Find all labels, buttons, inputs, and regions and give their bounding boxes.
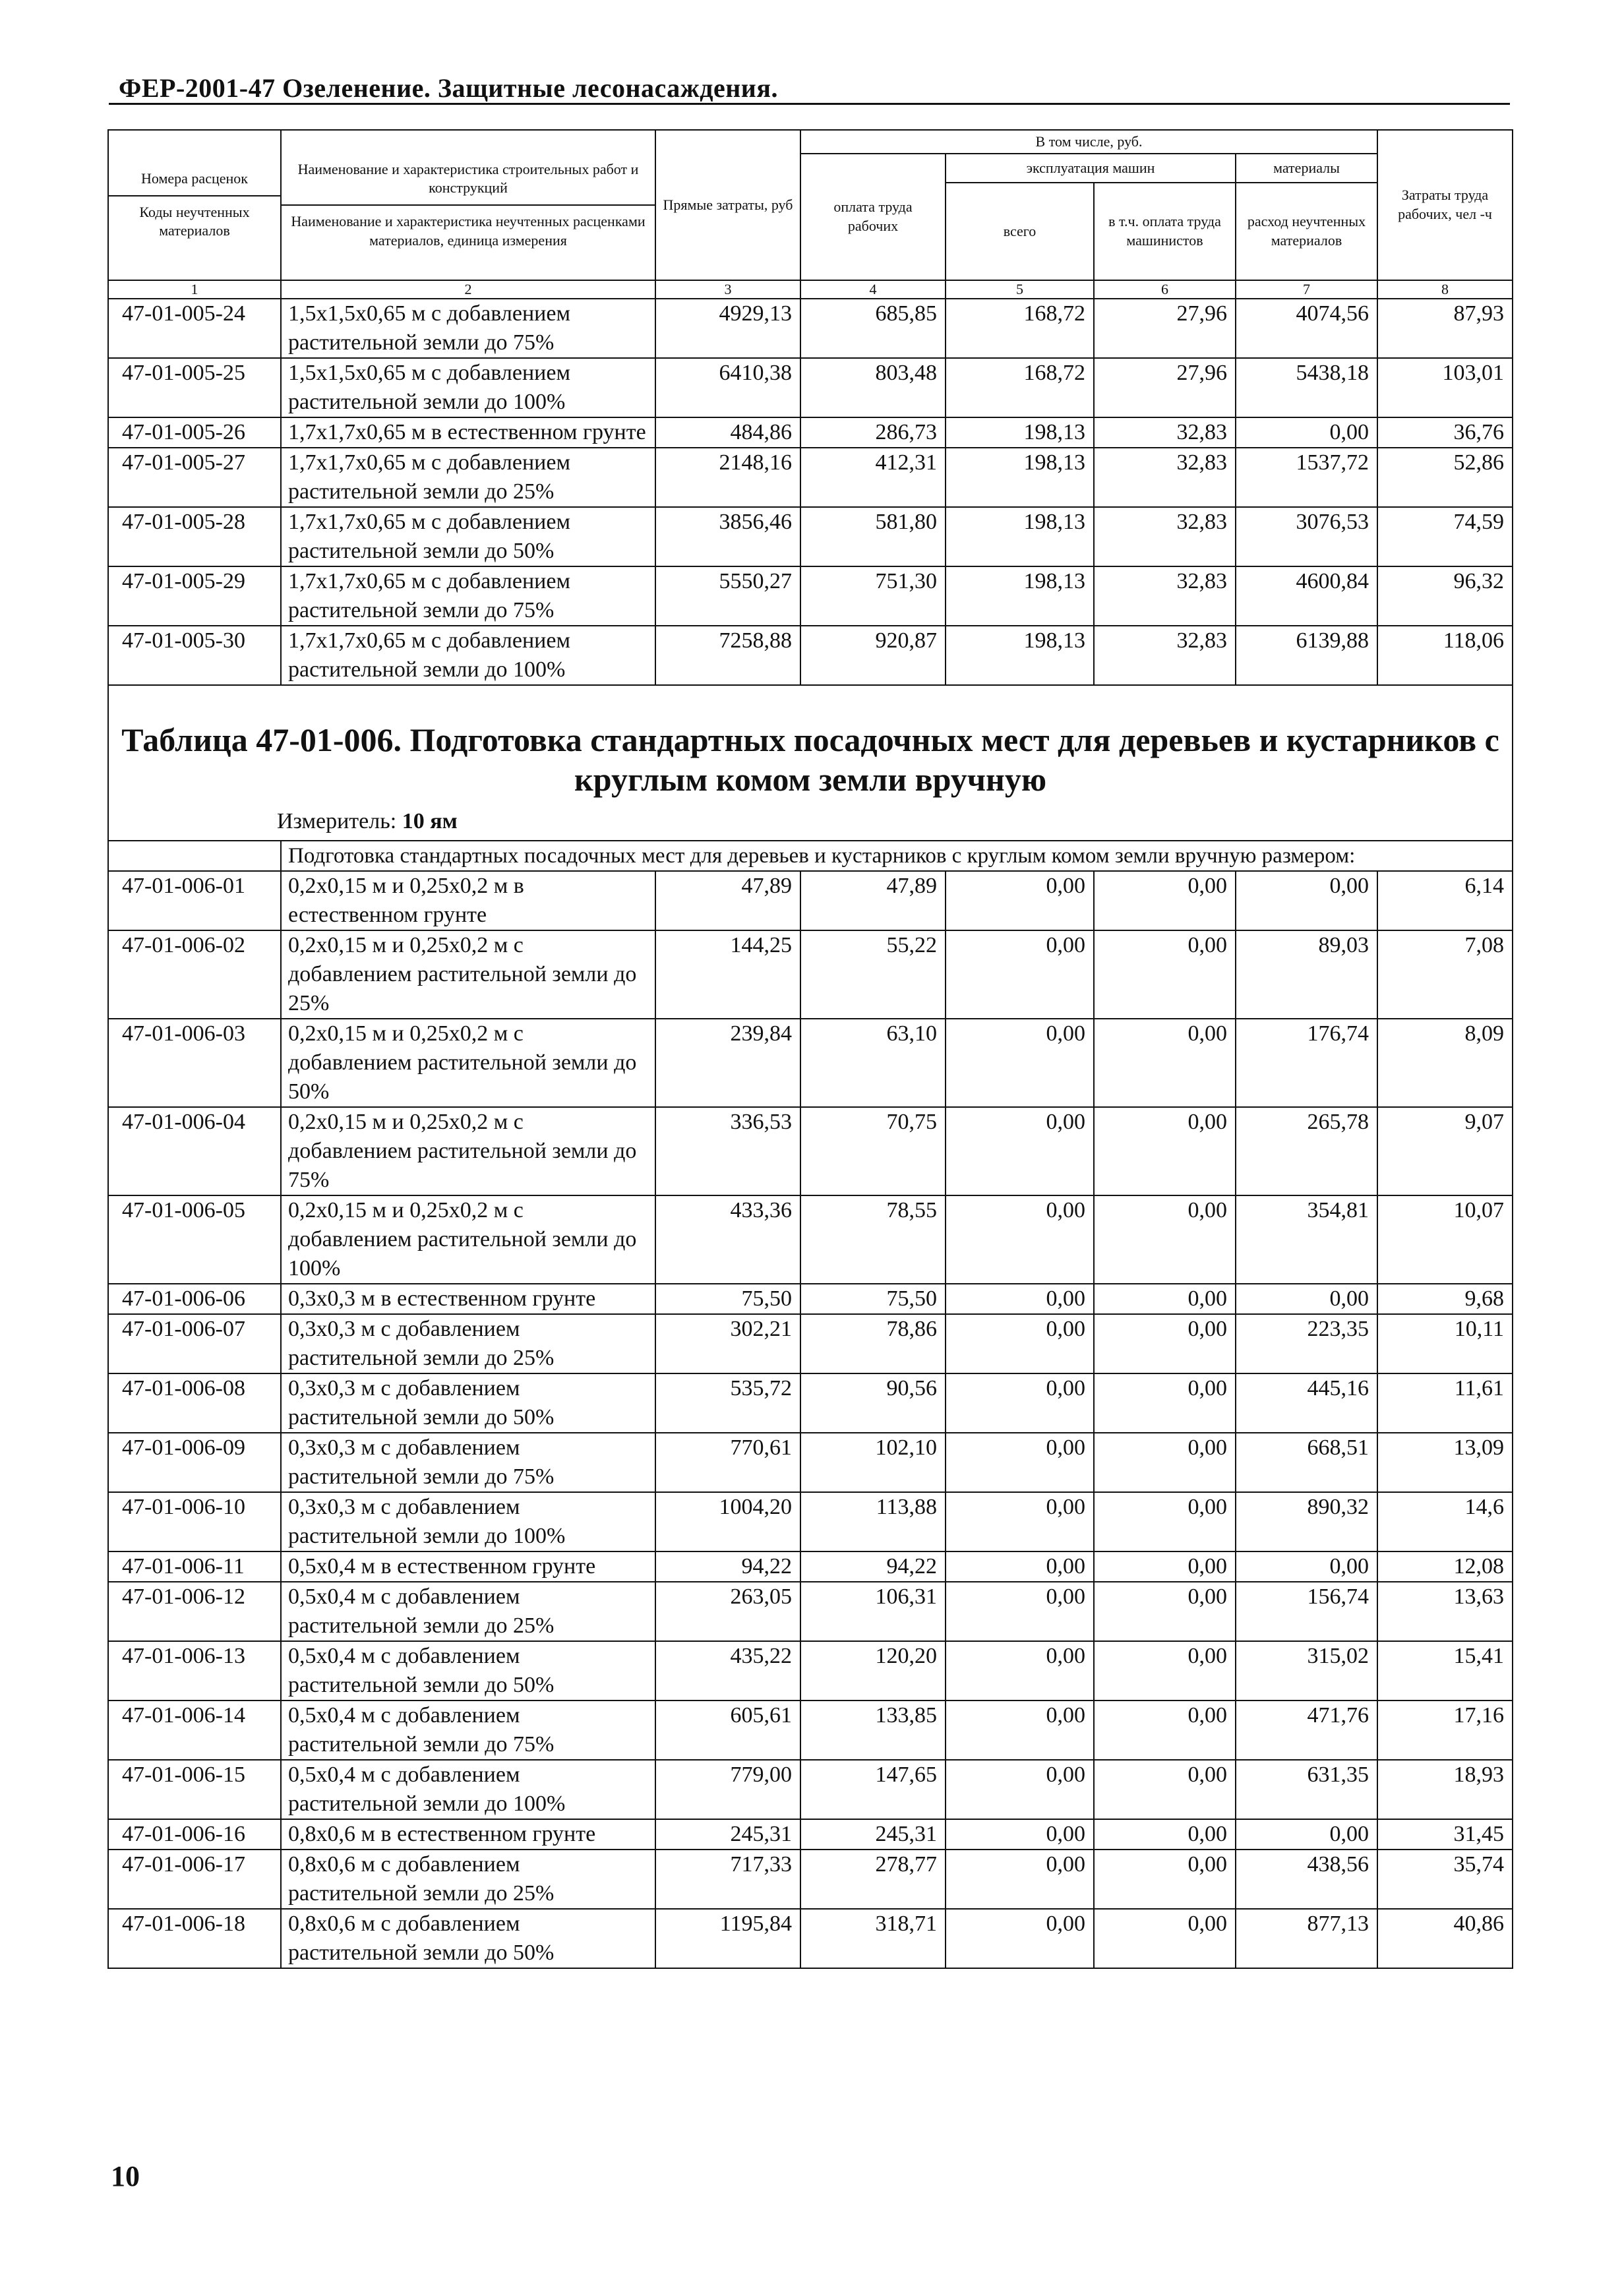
labor-hours: 13,63 xyxy=(1377,1582,1513,1641)
including-header: В том числе, руб. xyxy=(800,130,1377,154)
labor-pay: 685,85 xyxy=(800,299,946,358)
labor-pay: 94,22 xyxy=(800,1551,946,1582)
measure-label: Измеритель: xyxy=(277,809,397,833)
materials-cost: 1537,72 xyxy=(1236,448,1377,507)
rate-code: 47-01-005-29 xyxy=(108,566,281,626)
col-number: 2 xyxy=(281,280,655,299)
rate-code: 47-01-006-01 xyxy=(108,871,281,930)
col-number: 1 xyxy=(108,280,281,299)
materials-cost: 176,74 xyxy=(1236,1019,1377,1107)
col-number: 4 xyxy=(800,280,946,299)
labor-pay: 412,31 xyxy=(800,448,946,507)
materials-cost: 0,00 xyxy=(1236,871,1377,930)
materials-cost: 0,00 xyxy=(1236,417,1377,448)
materials-cost: 223,35 xyxy=(1236,1314,1377,1373)
col-direct-header: Прямые затраты, руб xyxy=(655,130,800,280)
table-body-006 xyxy=(108,871,1513,1968)
machines-total: 0,00 xyxy=(946,1701,1094,1760)
direct-cost: 6410,38 xyxy=(655,358,800,417)
labor-pay: 278,77 xyxy=(800,1850,946,1909)
col2-bottom-label: Наименование и характеристика неучтенных расценками материалов, единица измерения xyxy=(291,213,646,249)
labor-hours: 15,41 xyxy=(1377,1641,1513,1701)
labor-pay: 90,56 xyxy=(800,1373,946,1433)
table-row xyxy=(108,417,1513,448)
table-row xyxy=(108,626,1513,685)
table-row xyxy=(108,358,1513,417)
table-row xyxy=(108,1492,1513,1551)
table-row xyxy=(108,1582,1513,1641)
table-row xyxy=(108,1760,1513,1819)
table-row xyxy=(108,1314,1513,1373)
direct-cost: 433,36 xyxy=(655,1195,800,1284)
rate-description: 0,8x0,6 м с добавлением растительной земли до 25% xyxy=(281,1850,655,1909)
rate-description: 1,7x1,7x0,65 м с добавлением растительной земли до 25% xyxy=(281,448,655,507)
rate-description: 0,8x0,6 м в естественном грунте xyxy=(281,1819,655,1850)
labor-hours: 7,08 xyxy=(1377,930,1513,1019)
machines-total: 198,13 xyxy=(946,626,1094,685)
col1-top-label: Номера расценок xyxy=(141,170,248,187)
table-row xyxy=(108,1641,1513,1701)
table-row xyxy=(108,1551,1513,1582)
rate-code: 47-01-006-14 xyxy=(108,1701,281,1760)
table-body-005 xyxy=(108,299,1513,685)
machinists-pay: 0,00 xyxy=(1094,1195,1236,1284)
direct-cost: 245,31 xyxy=(655,1819,800,1850)
rate-code: 47-01-005-24 xyxy=(108,299,281,358)
materials-cost: 668,51 xyxy=(1236,1433,1377,1492)
materials-cost: 354,81 xyxy=(1236,1195,1377,1284)
materials-cost: 631,35 xyxy=(1236,1760,1377,1819)
rate-description: 0,3x0,3 м с добавлением растительной земли до 100% xyxy=(281,1492,655,1551)
direct-cost: 2148,16 xyxy=(655,448,800,507)
rate-code: 47-01-006-10 xyxy=(108,1492,281,1551)
rate-description: 0,3x0,3 м с добавлением растительной земли до 25% xyxy=(281,1314,655,1373)
table-row xyxy=(108,1850,1513,1909)
table-row xyxy=(108,1819,1513,1850)
direct-cost: 605,61 xyxy=(655,1701,800,1760)
col-number: 5 xyxy=(946,280,1094,299)
machines-total: 168,72 xyxy=(946,299,1094,358)
table-row xyxy=(108,566,1513,626)
direct-cost: 4929,13 xyxy=(655,299,800,358)
col-codes-header xyxy=(108,130,281,280)
labor-hours: 9,07 xyxy=(1377,1107,1513,1195)
table-row xyxy=(108,1195,1513,1284)
col2-top-label: Наименование и характеристика строительных работ и конструкций xyxy=(297,160,639,196)
rate-description: 0,3x0,3 м с добавлением растительной земли до 75% xyxy=(281,1433,655,1492)
machinists-pay: 0,00 xyxy=(1094,1314,1236,1373)
machinists-pay: 0,00 xyxy=(1094,1551,1236,1582)
direct-cost: 47,89 xyxy=(655,871,800,930)
machines-total: 0,00 xyxy=(946,1195,1094,1284)
labor-pay: 751,30 xyxy=(800,566,946,626)
labor-pay: 78,86 xyxy=(800,1314,946,1373)
labor-pay: 113,88 xyxy=(800,1492,946,1551)
labor-hours: 13,09 xyxy=(1377,1433,1513,1492)
labor-hours: 18,93 xyxy=(1377,1760,1513,1819)
rate-code: 47-01-006-07 xyxy=(108,1314,281,1373)
col-name-header xyxy=(281,130,655,280)
machinists-pay: 32,83 xyxy=(1094,566,1236,626)
rate-description: 0,3x0,3 м в естественном грунте xyxy=(281,1284,655,1314)
labor-hours: 31,45 xyxy=(1377,1819,1513,1850)
rate-code: 47-01-005-25 xyxy=(108,358,281,417)
labor-hours: 103,01 xyxy=(1377,358,1513,417)
machines-total: 198,13 xyxy=(946,566,1094,626)
labor-hours: 40,86 xyxy=(1377,1909,1513,1968)
rate-code: 47-01-006-02 xyxy=(108,930,281,1019)
direct-cost: 484,86 xyxy=(655,417,800,448)
table-row xyxy=(108,1909,1513,1968)
machinists-pay: 0,00 xyxy=(1094,1019,1236,1107)
direct-cost: 3856,46 xyxy=(655,507,800,566)
machinists-pay: 0,00 xyxy=(1094,1760,1236,1819)
machines-total: 0,00 xyxy=(946,1760,1094,1819)
labor-pay: 245,31 xyxy=(800,1819,946,1850)
labor-hours: 14,6 xyxy=(1377,1492,1513,1551)
rate-code: 47-01-006-08 xyxy=(108,1373,281,1433)
machinists-pay: 0,00 xyxy=(1094,1850,1236,1909)
direct-cost: 717,33 xyxy=(655,1850,800,1909)
labor-hours: 9,68 xyxy=(1377,1284,1513,1314)
table-row xyxy=(108,1373,1513,1433)
labor-pay: 581,80 xyxy=(800,507,946,566)
machines-total: 0,00 xyxy=(946,1819,1094,1850)
rate-code: 47-01-006-05 xyxy=(108,1195,281,1284)
section-title-cell xyxy=(108,685,1513,841)
machinists-pay: 0,00 xyxy=(1094,1701,1236,1760)
machines-total: 0,00 xyxy=(946,1909,1094,1968)
machinists-pay: 0,00 xyxy=(1094,930,1236,1019)
table-row xyxy=(108,448,1513,507)
group-title: Подготовка стандартных посадочных мест для деревьев и кустарников с круглым комом земли вручную размером: xyxy=(281,841,1513,871)
measure-value: 10 ям xyxy=(402,809,458,833)
machinists-pay: 0,00 xyxy=(1094,871,1236,930)
rate-description: 0,5x0,4 м с добавлением растительной земли до 50% xyxy=(281,1641,655,1701)
rate-description: 0,5x0,4 м в естественном грунте xyxy=(281,1551,655,1582)
direct-cost: 770,61 xyxy=(655,1433,800,1492)
machinists-pay: 32,83 xyxy=(1094,448,1236,507)
machinists-pay: 27,96 xyxy=(1094,358,1236,417)
table-row xyxy=(108,299,1513,358)
rate-description: 1,7x1,7x0,65 м с добавлением растительной земли до 50% xyxy=(281,507,655,566)
table-head xyxy=(108,130,1513,299)
machinists-pay: 0,00 xyxy=(1094,1641,1236,1701)
direct-cost: 779,00 xyxy=(655,1760,800,1819)
direct-cost: 94,22 xyxy=(655,1551,800,1582)
rate-description: 1,5x1,5x0,65 м с добавлением растительной земли до 100% xyxy=(281,358,655,417)
rate-code: 47-01-006-11 xyxy=(108,1551,281,1582)
labor-pay: 55,22 xyxy=(800,930,946,1019)
table-row xyxy=(108,1107,1513,1195)
materials-cost: 471,76 xyxy=(1236,1701,1377,1760)
materials-cost: 315,02 xyxy=(1236,1641,1377,1701)
labor-pay: 63,10 xyxy=(800,1019,946,1107)
group-empty-cell xyxy=(108,841,281,871)
col-machinists-header: в т.ч. оплата труда машинистов xyxy=(1094,183,1236,280)
labor-pay: 102,10 xyxy=(800,1433,946,1492)
rate-description: 0,3x0,3 м с добавлением растительной земли до 50% xyxy=(281,1373,655,1433)
table-row xyxy=(108,871,1513,930)
rate-code: 47-01-005-30 xyxy=(108,626,281,685)
table-row xyxy=(108,1284,1513,1314)
labor-hours: 6,14 xyxy=(1377,871,1513,930)
rate-code: 47-01-006-04 xyxy=(108,1107,281,1195)
labor-hours: 10,07 xyxy=(1377,1195,1513,1284)
machinists-pay: 32,83 xyxy=(1094,417,1236,448)
machines-header: эксплуатация машин xyxy=(946,154,1236,183)
rate-code: 47-01-006-15 xyxy=(108,1760,281,1819)
section-006-heading xyxy=(108,685,1513,871)
machinists-pay: 0,00 xyxy=(1094,1107,1236,1195)
machinists-pay: 0,00 xyxy=(1094,1819,1236,1850)
labor-pay: 318,71 xyxy=(800,1909,946,1968)
machines-total: 0,00 xyxy=(946,1373,1094,1433)
machinists-pay: 32,83 xyxy=(1094,507,1236,566)
rate-code: 47-01-006-17 xyxy=(108,1850,281,1909)
labor-pay: 78,55 xyxy=(800,1195,946,1284)
rate-description: 0,5x0,4 м с добавлением растительной земли до 100% xyxy=(281,1760,655,1819)
machines-total: 198,13 xyxy=(946,507,1094,566)
rate-description: 1,7x1,7x0,65 м в естественном грунте xyxy=(281,417,655,448)
labor-pay: 47,89 xyxy=(800,871,946,930)
column-number-row xyxy=(108,280,1513,299)
direct-cost: 1195,84 xyxy=(655,1909,800,1968)
rate-description: 0,2x0,15 м и 0,25x0,2 м с добавлением растительной земли до 100% xyxy=(281,1195,655,1284)
labor-pay: 120,20 xyxy=(800,1641,946,1701)
header-rule xyxy=(109,103,1510,105)
machines-total: 0,00 xyxy=(946,1551,1094,1582)
col-number: 3 xyxy=(655,280,800,299)
labor-pay: 147,65 xyxy=(800,1760,946,1819)
labor-pay: 286,73 xyxy=(800,417,946,448)
direct-cost: 302,21 xyxy=(655,1314,800,1373)
materials-cost: 445,16 xyxy=(1236,1373,1377,1433)
col-number: 6 xyxy=(1094,280,1236,299)
labor-pay: 70,75 xyxy=(800,1107,946,1195)
machines-total: 0,00 xyxy=(946,1107,1094,1195)
materials-cost: 265,78 xyxy=(1236,1107,1377,1195)
machines-total: 0,00 xyxy=(946,1641,1094,1701)
col-labor-cost-header: Затраты труда рабочих, чел -ч xyxy=(1377,130,1513,280)
rate-description: 0,2x0,15 м и 0,25x0,2 м с добавлением растительной земли до 75% xyxy=(281,1107,655,1195)
labor-pay: 133,85 xyxy=(800,1701,946,1760)
labor-pay: 803,48 xyxy=(800,358,946,417)
machinists-pay: 0,00 xyxy=(1094,1909,1236,1968)
direct-cost: 75,50 xyxy=(655,1284,800,1314)
labor-hours: 87,93 xyxy=(1377,299,1513,358)
rate-code: 47-01-006-18 xyxy=(108,1909,281,1968)
machines-total: 0,00 xyxy=(946,930,1094,1019)
labor-hours: 96,32 xyxy=(1377,566,1513,626)
direct-cost: 144,25 xyxy=(655,930,800,1019)
col-number: 8 xyxy=(1377,280,1513,299)
labor-hours: 118,06 xyxy=(1377,626,1513,685)
rate-description: 0,2x0,15 м и 0,25x0,2 м с добавлением растительной земли до 50% xyxy=(281,1019,655,1107)
table-row xyxy=(108,507,1513,566)
direct-cost: 5550,27 xyxy=(655,566,800,626)
materials-cost: 0,00 xyxy=(1236,1819,1377,1850)
materials-cost: 89,03 xyxy=(1236,930,1377,1019)
machines-total: 168,72 xyxy=(946,358,1094,417)
measure-line xyxy=(109,799,1512,836)
table-row xyxy=(108,1433,1513,1492)
labor-hours: 36,76 xyxy=(1377,417,1513,448)
labor-hours: 8,09 xyxy=(1377,1019,1513,1107)
rate-description: 0,2x0,15 м и 0,25x0,2 м с добавлением растительной земли до 25% xyxy=(281,930,655,1019)
rate-code: 47-01-005-28 xyxy=(108,507,281,566)
direct-cost: 1004,20 xyxy=(655,1492,800,1551)
machines-total: 0,00 xyxy=(946,1492,1094,1551)
machines-total: 0,00 xyxy=(946,1314,1094,1373)
labor-hours: 17,16 xyxy=(1377,1701,1513,1760)
materials-cost: 3076,53 xyxy=(1236,507,1377,566)
machinists-pay: 32,83 xyxy=(1094,626,1236,685)
machines-total: 0,00 xyxy=(946,1850,1094,1909)
table-row xyxy=(108,1701,1513,1760)
materials-cost: 438,56 xyxy=(1236,1850,1377,1909)
rate-description: 1,7x1,7x0,65 м с добавлением растительной земли до 100% xyxy=(281,626,655,685)
rate-code: 47-01-006-16 xyxy=(108,1819,281,1850)
machines-total: 0,00 xyxy=(946,871,1094,930)
rate-description: 1,7x1,7x0,65 м с добавлением растительной земли до 75% xyxy=(281,566,655,626)
rate-code: 47-01-006-13 xyxy=(108,1641,281,1701)
materials-cost: 0,00 xyxy=(1236,1551,1377,1582)
direct-cost: 435,22 xyxy=(655,1641,800,1701)
table-row xyxy=(108,1019,1513,1107)
labor-hours: 52,86 xyxy=(1377,448,1513,507)
materials-header: материалы xyxy=(1236,154,1377,183)
labor-pay: 75,50 xyxy=(800,1284,946,1314)
rate-code: 47-01-005-27 xyxy=(108,448,281,507)
header-separator xyxy=(109,195,280,196)
rate-description: 0,5x0,4 м с добавлением растительной земли до 25% xyxy=(281,1582,655,1641)
rate-code: 47-01-006-12 xyxy=(108,1582,281,1641)
machines-total: 0,00 xyxy=(946,1433,1094,1492)
header-separator xyxy=(282,204,655,206)
labor-hours: 74,59 xyxy=(1377,507,1513,566)
rate-code: 47-01-006-09 xyxy=(108,1433,281,1492)
machines-total: 0,00 xyxy=(946,1582,1094,1641)
page-number: 10 xyxy=(111,2160,140,2192)
direct-cost: 535,72 xyxy=(655,1373,800,1433)
rate-description: 0,2x0,15 м и 0,25x0,2 м в естественном грунте xyxy=(281,871,655,930)
labor-hours: 12,08 xyxy=(1377,1551,1513,1582)
machinists-pay: 0,00 xyxy=(1094,1433,1236,1492)
col-labor-pay-header: оплата труда рабочих xyxy=(800,154,946,280)
rate-code: 47-01-006-03 xyxy=(108,1019,281,1107)
direct-cost: 239,84 xyxy=(655,1019,800,1107)
machines-total: 0,00 xyxy=(946,1284,1094,1314)
labor-hours: 10,11 xyxy=(1377,1314,1513,1373)
materials-cost: 877,13 xyxy=(1236,1909,1377,1968)
machines-total: 0,00 xyxy=(946,1019,1094,1107)
col-number: 7 xyxy=(1236,280,1377,299)
rate-code: 47-01-005-26 xyxy=(108,417,281,448)
materials-cost: 0,00 xyxy=(1236,1284,1377,1314)
col1-bottom-label: Коды неучтенных материалов xyxy=(139,203,250,239)
materials-cost: 5438,18 xyxy=(1236,358,1377,417)
direct-cost: 336,53 xyxy=(655,1107,800,1195)
machinists-pay: 0,00 xyxy=(1094,1582,1236,1641)
materials-cost: 6139,88 xyxy=(1236,626,1377,685)
machinists-pay: 0,00 xyxy=(1094,1492,1236,1551)
machinists-pay: 0,00 xyxy=(1094,1284,1236,1314)
materials-cost: 4600,84 xyxy=(1236,566,1377,626)
rate-description: 0,8x0,6 м с добавлением растительной земли до 50% xyxy=(281,1909,655,1968)
materials-cost: 4074,56 xyxy=(1236,299,1377,358)
materials-cost: 890,32 xyxy=(1236,1492,1377,1551)
labor-pay: 920,87 xyxy=(800,626,946,685)
machines-total: 198,13 xyxy=(946,448,1094,507)
direct-cost: 263,05 xyxy=(655,1582,800,1641)
col-machines-total-header: всего xyxy=(946,183,1094,280)
col-materials-sub-header: расход неучтенных материалов xyxy=(1236,183,1377,280)
rate-code: 47-01-006-06 xyxy=(108,1284,281,1314)
labor-pay: 106,31 xyxy=(800,1582,946,1641)
document-header-title: ФЕР-2001-47 Озеленение. Защитные лесонасаждения. xyxy=(119,73,778,103)
labor-hours: 35,74 xyxy=(1377,1850,1513,1909)
rate-description: 0,5x0,4 м с добавлением растительной земли до 75% xyxy=(281,1701,655,1760)
table-row xyxy=(108,930,1513,1019)
section-title: Таблица 47-01-006. Подготовка стандартных посадочных мест для деревьев и кустарников с круглым комом земли вручную xyxy=(121,721,1499,798)
machinists-pay: 0,00 xyxy=(1094,1373,1236,1433)
direct-cost: 7258,88 xyxy=(655,626,800,685)
rate-description: 1,5x1,5x0,65 м с добавлением растительной земли до 75% xyxy=(281,299,655,358)
rates-table xyxy=(107,129,1513,1969)
machinists-pay: 27,96 xyxy=(1094,299,1236,358)
machines-total: 198,13 xyxy=(946,417,1094,448)
labor-hours: 11,61 xyxy=(1377,1373,1513,1433)
materials-cost: 156,74 xyxy=(1236,1582,1377,1641)
